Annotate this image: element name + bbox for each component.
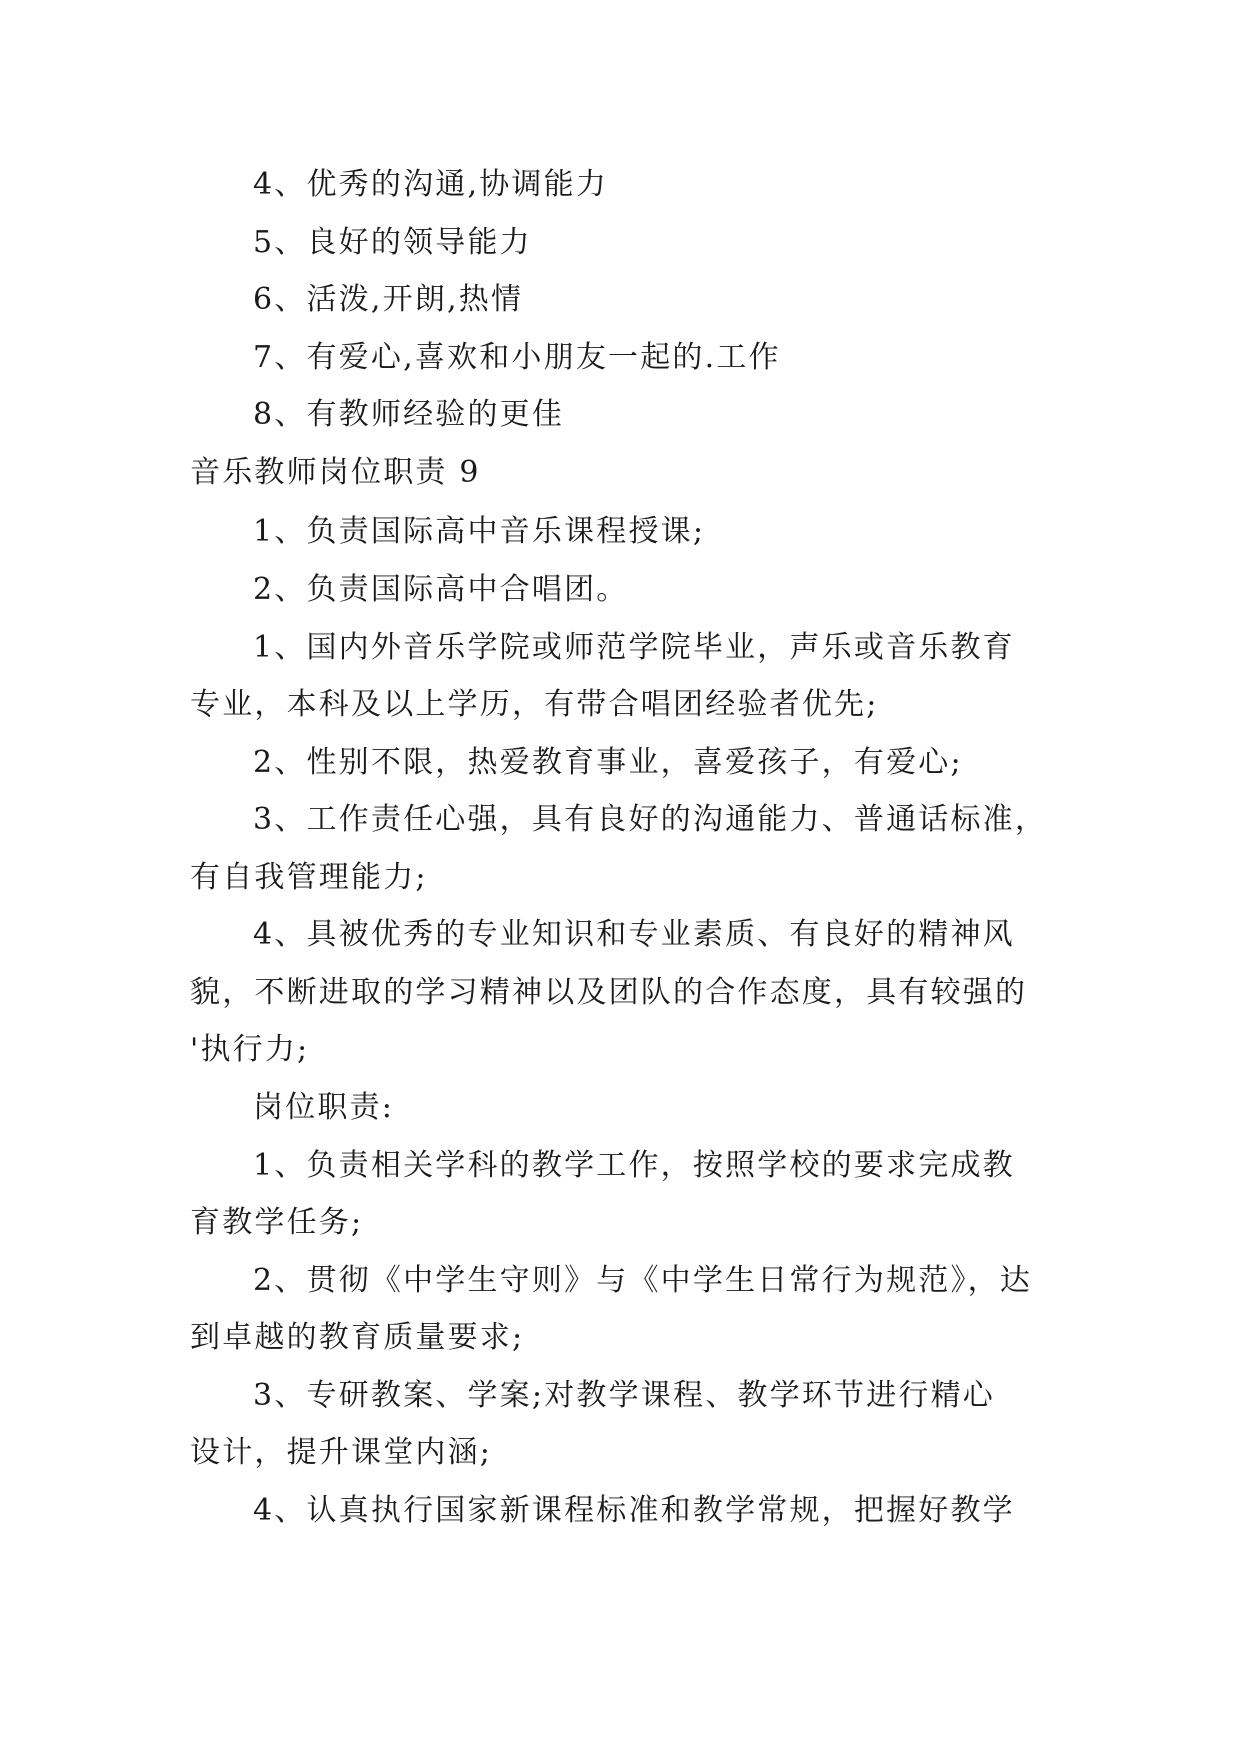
text-line: '执行力; xyxy=(190,1032,310,1067)
text-line: 貌，不断进取的学习精神以及团队的合作态度，具有较强的 xyxy=(190,975,1028,1010)
text-line: 1、国内外音乐学院或师范学院毕业，声乐或音乐教育 xyxy=(253,630,1015,665)
text-line: 4、优秀的沟通,协调能力 xyxy=(253,167,609,202)
text-line: 设计，提升课堂内涵; xyxy=(190,1435,493,1470)
text-line: 1、负责国际高中音乐课程授课; xyxy=(253,514,706,549)
subheading: 岗位职责: xyxy=(253,1090,395,1125)
text-line: 7、有爱心,喜欢和小朋友一起的.工作 xyxy=(253,340,781,375)
text-line: 育教学任务; xyxy=(190,1205,364,1240)
text-line: 1、负责相关学科的教学工作，按照学校的要求完成教 xyxy=(253,1148,1015,1183)
text-line: 2、负责国际高中合唱团。 xyxy=(253,572,629,607)
text-line: 4、具被优秀的专业知识和专业素质、有良好的精神风 xyxy=(253,917,1015,952)
text-line: 专业，本科及以上学历，有带合唱团经验者优先; xyxy=(190,687,879,722)
text-line: 8、有教师经验的更佳 xyxy=(253,397,565,432)
text-line: 3、专研教案、学案;对教学课程、教学环节进行精心 xyxy=(253,1378,995,1413)
text-line: 3、工作责任心强，具有良好的沟通能力、普通话标准， xyxy=(253,802,1048,837)
text-line: 5、良好的领导能力 xyxy=(253,225,532,260)
text-line: 4、认真执行国家新课程标准和教学常规，把握好教学 xyxy=(253,1493,1015,1528)
text-line: 有自我管理能力; xyxy=(190,860,428,895)
section-heading: 音乐教师岗位职责 9 xyxy=(190,455,481,490)
text-line: 6、活泼,开朗,热情 xyxy=(253,282,524,317)
text-line: 2、性别不限，热爱教育事业，喜爱孩子，有爱心; xyxy=(253,745,963,780)
text-line: 到卓越的教育质量要求; xyxy=(190,1320,525,1355)
text-line: 2、贯彻《中学生守则》与《中学生日常行为规范》，达 xyxy=(253,1263,1033,1298)
